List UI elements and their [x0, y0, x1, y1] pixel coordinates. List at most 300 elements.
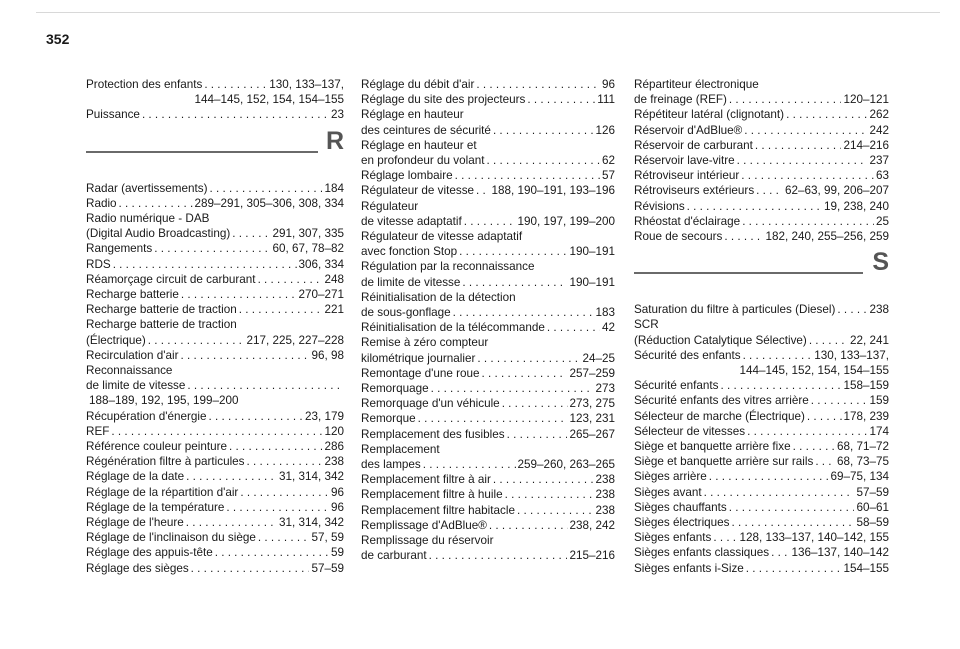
dot-leader: [486, 153, 600, 168]
entry-row: [86, 333, 344, 348]
entry-label: Remorque: [361, 412, 416, 426]
entry-row: [86, 196, 344, 211]
entry-label: Répétiteur latéral (clignotant): [634, 108, 785, 122]
dot-leader: [493, 472, 594, 487]
entry-row: [634, 123, 889, 138]
index-entry[interactable]: [361, 396, 615, 411]
index-entry[interactable]: [86, 211, 344, 241]
dot-leader: [482, 366, 568, 381]
entry-row: [86, 469, 344, 484]
entry-row: [634, 138, 889, 153]
entry-row: [86, 439, 344, 454]
dot-leader: [815, 454, 835, 469]
entry-row: [361, 396, 615, 411]
entry-row: [86, 77, 344, 92]
index-entry[interactable]: [634, 439, 889, 454]
index-entry[interactable]: [86, 530, 344, 545]
entry-label: Sièges électriques: [634, 516, 730, 530]
entry-label: Sièges avant: [634, 485, 702, 499]
dot-leader: [258, 530, 310, 545]
entry-label: Réglage en hauteur et: [361, 138, 477, 152]
index-entry[interactable]: [361, 533, 615, 563]
dot-leader: [744, 123, 867, 138]
entry-label: Réglage de la température: [86, 500, 225, 514]
entry-row: [634, 424, 889, 439]
index-entry[interactable]: [361, 259, 615, 289]
entry-pages: 31, 314, 342: [279, 516, 344, 530]
entry-pages: 214–216: [843, 138, 889, 152]
dot-leader: [455, 168, 600, 183]
entry-pages: 23: [330, 108, 344, 122]
index-entry[interactable]: [634, 409, 889, 424]
entry-pages: 59: [330, 546, 344, 560]
index-entry[interactable]: [86, 424, 344, 439]
entry-pages: 63: [875, 169, 889, 183]
index-entry[interactable]: [86, 485, 344, 500]
entry-label: Réglage de l'heure: [86, 516, 184, 530]
entry-label: Sélecteur de marche (Électrique): [634, 409, 805, 423]
entry-pages: 158–159: [843, 379, 889, 393]
entry-label: Siège et banquette arrière fixe: [634, 440, 791, 454]
dot-leader: [209, 181, 322, 196]
dot-leader: [119, 196, 193, 211]
entry-pages: 265–267: [569, 427, 615, 441]
index-entry[interactable]: [361, 503, 615, 518]
entry-pages: 19, 238, 240: [824, 199, 889, 213]
entry-row: [361, 123, 615, 138]
entry-label: Puissance: [86, 108, 140, 122]
index-entry[interactable]: [634, 424, 889, 439]
index-entry[interactable]: [86, 302, 344, 317]
entry-label: Réglage en hauteur: [361, 108, 464, 122]
entry-label: Radio numérique - DAB: [86, 212, 210, 226]
index-entry[interactable]: [634, 183, 889, 198]
entry-row: [361, 472, 615, 487]
dot-leader: [181, 348, 310, 363]
entry-label: (Digital Audio Broadcasting): [86, 227, 231, 241]
entry-pages: 123, 231: [569, 412, 615, 426]
dot-leader: [732, 515, 855, 530]
index-entry[interactable]: [86, 545, 344, 560]
entry-label: Remplissage du réservoir: [361, 534, 494, 548]
dot-leader: [756, 183, 783, 198]
entry-label: Sécurité enfants: [634, 379, 719, 393]
entry-pages: 42: [601, 321, 615, 335]
entry-label: Sélecteur de vitesses: [634, 424, 746, 438]
index-entry[interactable]: [361, 335, 615, 365]
entry-row: [86, 107, 344, 122]
dot-leader: [464, 214, 516, 229]
dot-leader: [239, 302, 323, 317]
dot-leader: [148, 333, 245, 348]
entry-pages: 57–59: [311, 561, 344, 575]
entry-label: Remplacement des fusibles: [361, 427, 505, 441]
entry-row: [86, 545, 344, 560]
index-entry[interactable]: [634, 500, 889, 515]
entry-pages: 259–260, 263–265: [517, 458, 615, 472]
dot-leader: [704, 485, 855, 500]
entry-row: [634, 469, 889, 484]
entry-pages: 58–59: [856, 516, 889, 530]
entry-label: Remplacement: [361, 442, 440, 456]
dot-leader: [720, 378, 841, 393]
dot-leader: [191, 561, 310, 576]
dot-leader: [771, 545, 789, 560]
entry-label: Réglage de la répartition d'air: [86, 485, 239, 499]
entry-row: [86, 226, 344, 241]
entry-label: Protection des enfants: [86, 78, 203, 91]
entry-label: Réglage de l'inclinaison du siège: [86, 531, 256, 545]
dot-leader: [729, 92, 842, 107]
top-rule: [36, 12, 940, 13]
dot-leader: [247, 454, 323, 469]
index-entry[interactable]: [86, 241, 344, 256]
index-entry[interactable]: [634, 123, 889, 138]
entry-label: REF: [86, 424, 110, 438]
index-entry[interactable]: [634, 302, 889, 317]
dot-leader: [793, 439, 835, 454]
entry-label: avec fonction Stop: [361, 245, 458, 259]
index-entry[interactable]: [86, 363, 344, 409]
entry-label: (Réduction Catalytique Sélective): [634, 333, 807, 347]
dot-leader: [209, 409, 304, 424]
entry-label: Sièges chauffants: [634, 500, 727, 514]
entry-pages: 215–216: [569, 549, 615, 563]
entry-row: [86, 500, 344, 515]
entry-pages: 60–61: [856, 500, 889, 514]
entry-row: [634, 439, 889, 454]
entry-pages: 23, 179: [305, 409, 344, 423]
entry-row: [361, 214, 615, 229]
entry-label: Rétroviseur intérieur: [634, 169, 740, 183]
index-entry[interactable]: [86, 317, 344, 347]
entry-label: Révisions: [634, 199, 685, 213]
index-entry[interactable]: [86, 181, 344, 196]
index-entry[interactable]: [634, 348, 889, 378]
entry-pages: 238: [595, 473, 615, 487]
entry-pages: 24–25: [582, 351, 615, 365]
entry-label: Saturation du filtre à particules (Diesel): [634, 303, 836, 317]
dot-leader: [476, 183, 489, 198]
index-entry[interactable]: [86, 439, 344, 454]
entry-label: Remise à zéro compteur: [361, 336, 489, 350]
dot-leader: [142, 107, 329, 122]
entry-label: Remplissage d'AdBlue®: [361, 518, 487, 532]
entry-pages: 242: [869, 123, 889, 137]
index-entry[interactable]: [86, 348, 344, 363]
entry-row: [361, 168, 615, 183]
entry-pages: 62: [601, 154, 615, 168]
entry-pages: 238: [869, 303, 889, 317]
entry-row: [361, 320, 615, 335]
entry-pages: 120: [324, 424, 344, 438]
entry-row: [634, 454, 889, 469]
dot-leader: [807, 409, 842, 424]
page-number: 352: [46, 31, 70, 47]
entry-pages: 238: [595, 503, 615, 517]
dot-leader: [204, 77, 267, 92]
entry-label: Remplacement filtre habitacle: [361, 503, 515, 517]
entry-pages: 25: [875, 214, 889, 228]
dot-leader: [462, 275, 567, 290]
entry-pages: 174: [869, 424, 889, 438]
entry-pages: 306, 334: [298, 257, 344, 271]
entry-pages: 130, 133–137,: [814, 348, 889, 362]
entry-row: [361, 153, 615, 168]
entry-label: RDS: [86, 257, 111, 271]
entry-label: Réglage du débit d'air: [361, 78, 475, 91]
entry-label: Répartiteur électronique: [634, 78, 759, 91]
index-entry[interactable]: [361, 518, 615, 533]
index-entry[interactable]: [361, 229, 615, 259]
entry-label: Réamorçage circuit de carburant: [86, 272, 256, 286]
index-entry[interactable]: [361, 138, 615, 168]
index-entry[interactable]: [634, 454, 889, 469]
entry-pages: 182, 240, 255–256, 259: [765, 230, 889, 244]
entry-pages: 96: [330, 500, 344, 514]
entry-row: [634, 214, 889, 229]
entry-pages: 62–63, 99, 206–207: [785, 184, 889, 198]
dot-leader: [687, 199, 822, 214]
dot-leader: [154, 241, 270, 256]
entry-label: Siège et banquette arrière sur rails: [634, 455, 814, 469]
dot-leader: [837, 302, 867, 317]
index-entry[interactable]: [86, 257, 344, 272]
index-entry[interactable]: [634, 77, 889, 107]
entry-row: [361, 503, 615, 518]
dot-leader: [741, 168, 874, 183]
entry-label: Sièges arrière: [634, 470, 707, 484]
entry-row: [634, 561, 889, 576]
index-entry[interactable]: [86, 469, 344, 484]
index-entry[interactable]: [634, 378, 889, 393]
dot-leader: [755, 138, 842, 153]
section-letter: S: [872, 248, 889, 277]
entry-pages: 248: [324, 272, 344, 286]
entry-label: Sécurité des enfants: [634, 348, 741, 362]
index-entry[interactable]: [361, 92, 615, 107]
index-entry[interactable]: [361, 199, 615, 229]
entry-row: [634, 378, 889, 393]
index-entry[interactable]: [361, 366, 615, 381]
dot-leader: [226, 500, 329, 515]
entry-pages: 238, 242: [569, 518, 615, 532]
entry-row: [86, 485, 344, 500]
entry-row: [634, 409, 889, 424]
entry-row: [361, 244, 615, 259]
index-entry[interactable]: [86, 454, 344, 469]
entry-pages: 57–59: [856, 485, 889, 499]
entry-pages: 238: [595, 488, 615, 502]
entry-label: Régulation par la reconnaissance: [361, 260, 535, 274]
entry-pages: 120–121: [843, 93, 889, 107]
entry-label: Recharge batterie de traction: [86, 318, 237, 332]
dot-leader: [229, 439, 322, 454]
index-entry[interactable]: [634, 469, 889, 484]
dot-leader: [429, 548, 568, 563]
index-entry[interactable]: [634, 561, 889, 576]
entry-row: [634, 168, 889, 183]
entry-label: Radio: [86, 196, 117, 210]
dot-leader: [113, 257, 297, 272]
entry-label: Régénération filtre à particules: [86, 455, 245, 469]
entry-pages-continued: 144–145, 152, 154, 154–155: [194, 93, 344, 107]
index-entry[interactable]: [361, 487, 615, 502]
entry-row: [86, 257, 344, 272]
dot-leader: [811, 393, 868, 408]
entry-row: [634, 229, 889, 244]
entry-label: Réservoir d'AdBlue®: [634, 123, 743, 137]
index-entry[interactable]: [361, 427, 615, 442]
entry-pages: 291, 307, 335: [272, 227, 344, 241]
entry-row: [86, 348, 344, 363]
index-entry[interactable]: [86, 561, 344, 576]
entry-pages-continued: 144–145, 152, 154, 154–155: [739, 364, 889, 378]
index-entry[interactable]: [361, 168, 615, 183]
dot-leader: [215, 545, 329, 560]
index-entry[interactable]: [634, 485, 889, 500]
entry-label: Rhéostat d'éclairage: [634, 214, 741, 228]
entry-label: Rétroviseurs extérieurs: [634, 184, 755, 198]
entry-label: Sécurité enfants des vitres arrière: [634, 394, 809, 408]
entry-pages: 217, 225, 227–228: [246, 333, 344, 347]
index-entry[interactable]: [361, 381, 615, 396]
entry-row: [634, 485, 889, 500]
entry-pages: 57: [601, 169, 615, 183]
entry-pages: 238: [324, 455, 344, 469]
index-entry[interactable]: [86, 287, 344, 302]
dot-leader: [527, 92, 595, 107]
entry-row: [361, 457, 615, 472]
index-entry[interactable]: [86, 77, 344, 107]
dot-leader: [724, 229, 763, 244]
entry-row: [634, 183, 889, 198]
entry-label: (Électrique): [86, 333, 146, 347]
entry-pages: 190–191: [569, 245, 615, 259]
index-entry[interactable]: [86, 107, 344, 122]
index-entry[interactable]: [361, 290, 615, 320]
index-entry[interactable]: [361, 320, 615, 335]
index-entry[interactable]: [86, 500, 344, 515]
dot-leader: [476, 77, 600, 92]
entry-pages: 262: [869, 108, 889, 122]
entry-label: Régulateur de vitesse: [361, 184, 475, 198]
entry-row: [86, 302, 344, 317]
entry-row: [86, 515, 344, 530]
entry-label: Remontage d'une roue: [361, 366, 480, 380]
entry-row: [361, 411, 615, 426]
entry-row: [634, 393, 889, 408]
entry-row: [361, 183, 615, 198]
entry-label: Remplacement filtre à air: [361, 473, 491, 487]
entry-label: SCR: [634, 318, 659, 332]
index-column-3: [634, 77, 889, 576]
entry-pages: 178, 239: [843, 409, 889, 423]
index-entry[interactable]: [361, 411, 615, 426]
entry-label: de vitesse adaptatif: [361, 214, 462, 228]
entry-label: Recirculation d'air: [86, 348, 179, 362]
entry-label: Régulateur de vitesse adaptatif: [361, 230, 523, 244]
entry-label: Réglage de la date: [86, 470, 185, 484]
dot-leader: [453, 305, 594, 320]
dot-leader: [809, 333, 848, 348]
entry-label: Sièges enfants: [634, 531, 712, 545]
entry-pages: 270–271: [298, 288, 344, 302]
index-entry[interactable]: [634, 530, 889, 545]
index-entry[interactable]: [634, 199, 889, 214]
entry-row: [86, 287, 344, 302]
index-entry[interactable]: [86, 409, 344, 424]
entry-label: en profondeur du volant: [361, 154, 485, 168]
entry-row: [634, 500, 889, 515]
entry-label: Sièges enfants classiques: [634, 546, 770, 560]
entry-label: Recharge batterie de traction: [86, 303, 237, 317]
entry-row: [634, 107, 889, 122]
entry-label: Rangements: [86, 242, 153, 256]
entry-pages: 136–137, 140–142: [791, 546, 889, 560]
index-entry[interactable]: [634, 153, 889, 168]
index-entry[interactable]: [86, 272, 344, 287]
index-entry[interactable]: [634, 214, 889, 229]
dot-leader: [493, 123, 594, 138]
index-entry[interactable]: [361, 442, 615, 472]
dot-leader: [423, 457, 516, 472]
entry-pages: 273, 275: [569, 397, 615, 411]
entry-pages: 273: [595, 382, 615, 396]
entry-label: Remorquage d'un véhicule: [361, 397, 500, 411]
index-entry[interactable]: [634, 317, 889, 347]
entry-label: Référence couleur peinture: [86, 440, 227, 454]
entry-row: [86, 378, 344, 393]
dot-leader: [709, 469, 829, 484]
section-divider: [86, 151, 318, 153]
index-entry[interactable]: [361, 77, 615, 92]
index-entry[interactable]: [634, 107, 889, 122]
dot-leader: [713, 530, 737, 545]
section-divider: [634, 272, 863, 274]
entry-label: de carburant: [361, 549, 427, 563]
entry-label: de limite de vitesse: [86, 379, 186, 393]
entry-pages: 130, 133–137,: [269, 78, 344, 91]
index-entry[interactable]: [634, 515, 889, 530]
dot-leader: [187, 378, 342, 393]
index-entry[interactable]: [86, 196, 344, 211]
dot-leader: [181, 287, 297, 302]
dot-leader: [742, 214, 874, 229]
index-entry[interactable]: [634, 393, 889, 408]
entry-row: [361, 548, 615, 563]
index-entry[interactable]: [361, 107, 615, 137]
entry-label: Recharge batterie: [86, 288, 179, 302]
entry-pages: 159: [869, 394, 889, 408]
entry-pages: 96: [601, 78, 615, 91]
index-entry[interactable]: [634, 545, 889, 560]
entry-pages: 190–191: [569, 275, 615, 289]
dot-leader: [418, 411, 568, 426]
entry-row: [634, 530, 889, 545]
index-entry[interactable]: [634, 168, 889, 183]
index-entry[interactable]: [361, 183, 615, 198]
index-entry[interactable]: [361, 472, 615, 487]
entry-label: Réservoir de carburant: [634, 138, 753, 152]
dot-leader: [459, 244, 567, 259]
dot-leader: [186, 469, 277, 484]
index-entry[interactable]: [634, 229, 889, 244]
entry-row: [634, 348, 889, 363]
index-entry[interactable]: [86, 515, 344, 530]
index-entry[interactable]: [634, 138, 889, 153]
dot-leader: [729, 500, 855, 515]
